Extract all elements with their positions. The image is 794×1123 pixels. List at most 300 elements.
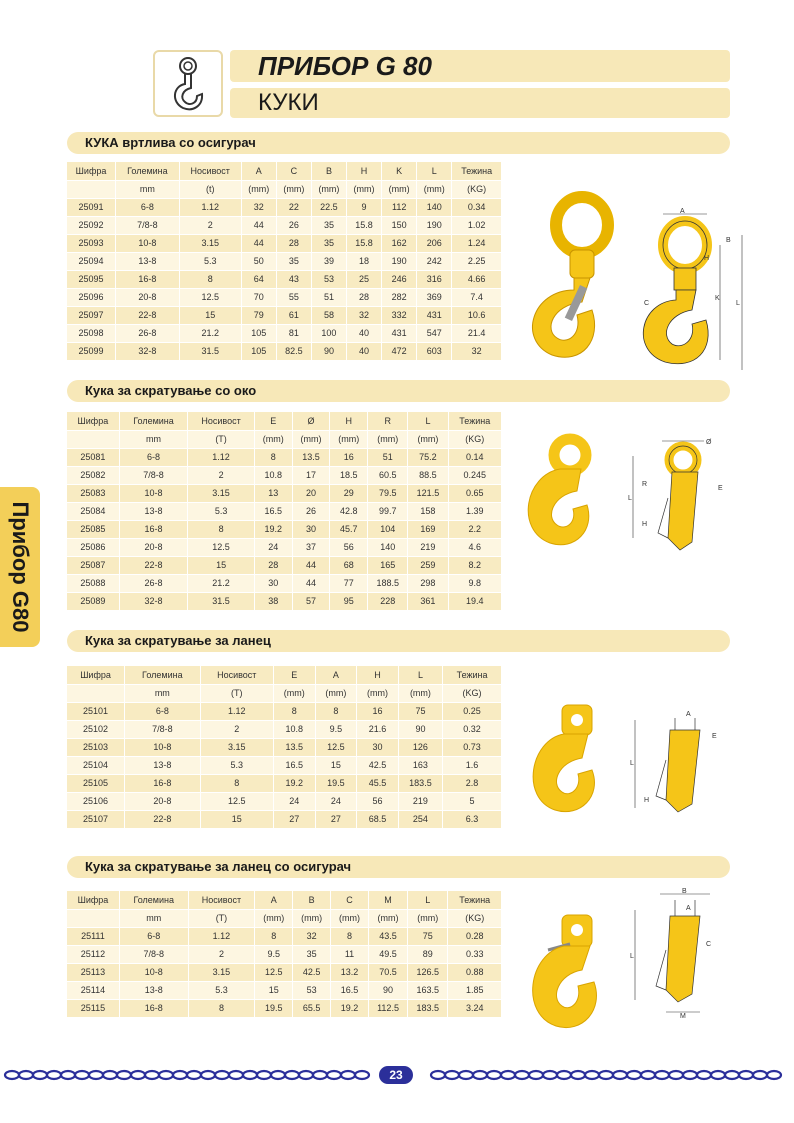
table-cell: 42.5 [293,963,331,981]
table-cell: (mm) [408,430,448,448]
table-cell: 16 [330,448,368,466]
svg-text:L: L [736,300,740,307]
table-row [67,702,502,720]
table-cell: 254 [398,810,442,828]
table-cell: (mm) [408,909,448,927]
section-title-latch: Кука за скратување за ланец со осигурач [67,856,730,878]
table-cell: E [273,666,315,684]
table-cell: 16.5 [273,756,315,774]
table-cell: 25098 [67,324,116,342]
table-cell: 25085 [67,520,119,538]
table-row [67,945,502,963]
table-cell: Носивост [179,162,241,180]
chain-hook-photo-icon [520,700,610,820]
table-cell: 12.5 [315,738,357,756]
svg-text:C: C [644,300,650,307]
table-row [67,756,502,774]
table-cell: 369 [417,288,452,306]
table-cell: 112.5 [368,999,407,1017]
table-cell: 121.5 [408,484,448,502]
table-cell: 35 [311,216,346,234]
table-row [67,720,502,738]
table-cell: 25111 [67,927,119,945]
table-cell: 0.32 [443,720,502,738]
table-cell: 49.5 [368,945,407,963]
table-cell: 13-8 [119,502,188,520]
table-cell: Тежина [448,891,502,909]
table-cell: (mm) [368,430,408,448]
table-cell: 4.6 [448,538,501,556]
table-cell: 70.5 [368,963,407,981]
table-cell: 9 [347,198,382,216]
table-cell: 472 [382,342,417,360]
table-cell: (t) [179,180,241,198]
table-cell: 9.5 [255,945,293,963]
table-units-row [67,430,502,448]
table-cell: (mm) [331,909,369,927]
table-cell: 38 [254,592,292,610]
table-cell: 163 [398,756,442,774]
table-cell: 16.5 [254,502,292,520]
table-cell: (mm) [254,430,292,448]
table-cell: C [331,891,369,909]
table-cell: Шифра [67,891,119,909]
svg-text:K: K [715,295,720,302]
table-cell: 90 [368,981,407,999]
table-cell: 90 [311,342,346,360]
svg-text:H: H [644,797,650,804]
table-cell: H [357,666,399,684]
table-header-row [67,412,502,430]
section-title-swivel: КУКА вртлива со осигурач [67,132,730,154]
latch-hook-photo-icon [520,910,620,1040]
table-cell: 22-8 [119,556,188,574]
table-cell: 0.14 [448,448,501,466]
svg-text:A: A [686,905,691,912]
chain-hook-drawing-icon [630,710,740,820]
table-cell: 15.8 [347,216,382,234]
table-cell: 25104 [67,756,125,774]
table-cell: 0.25 [443,702,502,720]
table-cell: Големина [119,412,188,430]
table-cell: 60.5 [368,466,408,484]
table-cell: (KG) [448,430,501,448]
table-cell: 0.88 [448,963,502,981]
chain-decoration-left-icon [4,1069,374,1081]
side-tab-label: Прибор G80 [8,501,33,633]
table-cell: 61 [276,306,311,324]
table-cell: 28 [276,234,311,252]
table-cell: (mm) [357,684,399,702]
table-cell: H [347,162,382,180]
table-cell: 7/8-8 [116,216,180,234]
table-row [67,520,502,538]
table-cell: 25092 [67,216,116,234]
table-cell: 1.6 [443,756,502,774]
table-cell: 13-8 [116,252,180,270]
table-cell: L [398,666,442,684]
table-cell: 53 [293,981,331,999]
table-cell: 1.12 [200,702,273,720]
table-cell: 6-8 [119,927,188,945]
table-cell: 12.5 [188,538,255,556]
table-cell: Носивост [188,891,255,909]
table-cell: 77 [330,574,368,592]
table-cell: 13.2 [331,963,369,981]
table-cell: mm [119,909,188,927]
table-units-row [67,180,502,198]
table-cell: A [315,666,357,684]
table-cell [67,684,125,702]
table-cell: 2 [200,720,273,738]
table-cell: 44 [292,556,330,574]
table-cell: 16-8 [119,520,188,538]
table-cell: 2 [188,466,255,484]
table-row [67,738,502,756]
table-cell: 15.8 [347,234,382,252]
svg-text:H: H [642,521,648,528]
hook-logo [153,50,223,117]
table-header-row [67,162,502,180]
swivel-hook-photo-icon [512,190,622,370]
table-cell: 25095 [67,270,116,288]
table-cell: (mm) [368,909,407,927]
table-cell: 81 [276,324,311,342]
table-cell: 183.5 [408,999,448,1017]
table-cell: 56 [330,538,368,556]
table-header-row [67,666,502,684]
table-cell: 26-8 [116,324,180,342]
section-title-eye: Кука за скратување со око [67,380,730,402]
table-cell: 82.5 [276,342,311,360]
table-cell: 27 [273,810,315,828]
table-cell: 35 [311,234,346,252]
table-row [67,592,502,610]
table-cell: 6-8 [116,198,180,216]
table-cell: 8 [254,448,292,466]
table-cell: 219 [398,792,442,810]
table-cell: R [368,412,408,430]
table-cell: 8 [273,702,315,720]
table-cell: (mm) [382,180,417,198]
latch-hook-drawing-icon [630,890,740,1020]
table-cell: L [408,412,448,430]
table-row [67,216,502,234]
table-cell: 31.5 [179,342,241,360]
table-cell: 105 [241,342,276,360]
table-cell: (mm) [292,430,330,448]
table-cell: 25107 [67,810,125,828]
table-cell: 1.39 [448,502,501,520]
table-cell: 25083 [67,484,119,502]
table-cell: 15 [179,306,241,324]
table-cell: 20-8 [116,288,180,306]
table-cell: 39 [311,252,346,270]
table-cell: 43.5 [368,927,407,945]
table-cell: K [382,162,417,180]
table-row [67,324,502,342]
table-cell: 15 [188,556,255,574]
table-cell: 8 [200,774,273,792]
table-cell: 22-8 [125,810,200,828]
table-cell: 88.5 [408,466,448,484]
table-cell: 5 [443,792,502,810]
table-cell: 25088 [67,574,119,592]
table-cell: 75 [398,702,442,720]
table-cell: B [293,891,331,909]
table-cell: 13 [254,484,292,502]
table-cell: 32 [241,198,276,216]
table-cell: 8 [179,270,241,288]
table-cell: 42.8 [330,502,368,520]
table-cell: 21.6 [357,720,399,738]
table-row [67,927,502,945]
table-cell: 44 [241,234,276,252]
table-cell: B [311,162,346,180]
table-cell: 3.24 [448,999,502,1017]
table-cell: 9.8 [448,574,501,592]
table-cell: 32-8 [119,592,188,610]
table-cell: 65.5 [293,999,331,1017]
table-cell: 25105 [67,774,125,792]
table-cell: 18.5 [330,466,368,484]
table-cell: 126 [398,738,442,756]
table-cell: 13-8 [125,756,200,774]
table-cell: Тежина [448,412,501,430]
table-cell: 22.5 [311,198,346,216]
table-cell: 24 [273,792,315,810]
table-cell: 44 [292,574,330,592]
table-cell: 40 [347,342,382,360]
table-cell: 20 [292,484,330,502]
table-eye-hook [67,412,502,611]
table-row [67,342,502,360]
table-cell: (mm) [347,180,382,198]
table-cell: 13.5 [292,448,330,466]
table-cell [67,909,119,927]
svg-text:C: C [706,941,712,948]
table-cell: 1.85 [448,981,502,999]
table-cell: (mm) [315,684,357,702]
svg-text:B: B [726,237,731,244]
table-cell: 43 [276,270,311,288]
table-cell: 25115 [67,999,119,1017]
table-cell: 9.5 [315,720,357,738]
table-cell: (mm) [398,684,442,702]
table-cell: 298 [408,574,448,592]
table-cell: 21.2 [188,574,255,592]
table-cell: Носивост [200,666,273,684]
table-cell: Тежина [443,666,502,684]
table-row [67,810,502,828]
table-cell: 25081 [67,448,119,466]
table-cell: 25094 [67,252,116,270]
table-row [67,198,502,216]
table-row [67,234,502,252]
table-cell: 25 [347,270,382,288]
table-cell: 10.6 [452,306,502,324]
table-cell: (mm) [311,180,346,198]
table-cell: 16 [357,702,399,720]
table-cell: 10.8 [273,720,315,738]
table-cell: 219 [408,538,448,556]
table-cell: 190 [382,252,417,270]
svg-text:E: E [712,733,717,740]
table-cell: 35 [293,945,331,963]
table-cell: 2 [179,216,241,234]
table-cell: Ø [292,412,330,430]
table-cell: 431 [382,324,417,342]
table-cell: 35 [276,252,311,270]
table-cell: 64 [241,270,276,288]
table-cell: 126.5 [408,963,448,981]
table-cell: (T) [200,684,273,702]
table-cell: 25082 [67,466,119,484]
svg-text:E: E [718,485,723,492]
table-cell: 79 [241,306,276,324]
table-cell: 75 [408,927,448,945]
table-cell: (T) [188,909,255,927]
svg-text:M: M [680,1013,686,1020]
eye-hook-drawing-icon [628,438,738,558]
table-row [67,502,502,520]
table-cell: 6-8 [119,448,188,466]
table-row [67,466,502,484]
table-cell: 140 [417,198,452,216]
table-row [67,981,502,999]
table-chain-hook [67,666,502,829]
svg-text:H: H [704,255,710,262]
table-cell: 68.5 [357,810,399,828]
table-cell: 1.12 [188,448,255,466]
svg-text:L: L [630,760,634,767]
table-cell: 25106 [67,792,125,810]
svg-text:R: R [642,481,648,488]
table-cell: mm [119,430,188,448]
table-cell: 259 [408,556,448,574]
table-cell: 57 [292,592,330,610]
table-cell: 16-8 [125,774,200,792]
table-cell: 90 [398,720,442,738]
table-cell: 1.24 [452,234,502,252]
table-cell: 51 [368,448,408,466]
table-cell: 8 [188,520,255,538]
table-cell: 8 [331,927,369,945]
table-cell: 53 [311,270,346,288]
eye-hook-photo-icon [515,435,615,555]
table-cell: 40 [347,324,382,342]
table-cell: 17 [292,466,330,484]
table-cell: Големина [125,666,200,684]
table-row [67,252,502,270]
table-cell: 1.02 [452,216,502,234]
page-number: 23 [379,1066,413,1084]
table-cell: 6.3 [443,810,502,828]
table-row [67,484,502,502]
table-cell: 2.25 [452,252,502,270]
table-cell: 2 [188,945,255,963]
table-cell: Шифра [67,412,119,430]
table-cell: (mm) [241,180,276,198]
table-cell: L [417,162,452,180]
table-cell: 12.5 [200,792,273,810]
table-cell: 25099 [67,342,116,360]
page-subtitle: КУКИ [230,88,730,118]
table-cell: 162 [382,234,417,252]
table-cell: 7/8-8 [125,720,200,738]
table-latch-hook [67,891,502,1018]
table-cell: 332 [382,306,417,324]
table-cell: 163.5 [408,981,448,999]
table-cell: 1.12 [179,198,241,216]
table-cell: 10-8 [125,738,200,756]
table-cell: 10.8 [254,466,292,484]
table-row [67,538,502,556]
table-swivel-hook [67,162,502,361]
table-cell: 25093 [67,234,116,252]
table-cell: 51 [311,288,346,306]
table-cell: 99.7 [368,502,408,520]
table-cell: 100 [311,324,346,342]
table-cell: 75.2 [408,448,448,466]
table-cell: 18 [347,252,382,270]
table-cell: A [255,891,293,909]
table-cell: 25114 [67,981,119,999]
table-cell: H [330,412,368,430]
table-cell: 7.4 [452,288,502,306]
table-cell: (KG) [452,180,502,198]
table-row [67,574,502,592]
table-cell: 32 [452,342,502,360]
table-cell: Носивост [188,412,255,430]
table-cell: 30 [292,520,330,538]
table-cell: 32 [347,306,382,324]
table-cell: 169 [408,520,448,538]
table-cell: 547 [417,324,452,342]
table-cell: 45.7 [330,520,368,538]
table-row [67,270,502,288]
table-row [67,774,502,792]
table-cell: 42.5 [357,756,399,774]
table-cell: 0.245 [448,466,501,484]
table-cell: 12.5 [255,963,293,981]
table-cell: 13-8 [119,981,188,999]
table-cell: 183.5 [398,774,442,792]
table-cell: Големина [116,162,180,180]
table-cell: 26-8 [119,574,188,592]
table-cell: 19.5 [255,999,293,1017]
table-cell: 188.5 [368,574,408,592]
table-cell: 25113 [67,963,119,981]
table-cell: 45.5 [357,774,399,792]
table-cell: 20-8 [119,538,188,556]
table-cell: 11 [331,945,369,963]
table-cell: 361 [408,592,448,610]
table-cell: 7/8-8 [119,945,188,963]
table-row [67,448,502,466]
table-cell: 25103 [67,738,125,756]
table-cell: 25091 [67,198,116,216]
section-title-chain: Кука за скратување за ланец [67,630,730,652]
table-cell: Шифра [67,162,116,180]
table-cell: 68 [330,556,368,574]
table-cell: A [241,162,276,180]
table-cell: 30 [357,738,399,756]
table-cell: 19.2 [331,999,369,1017]
svg-text:Ø: Ø [706,439,712,446]
table-cell: 228 [368,592,408,610]
table-cell: 10-8 [119,963,188,981]
